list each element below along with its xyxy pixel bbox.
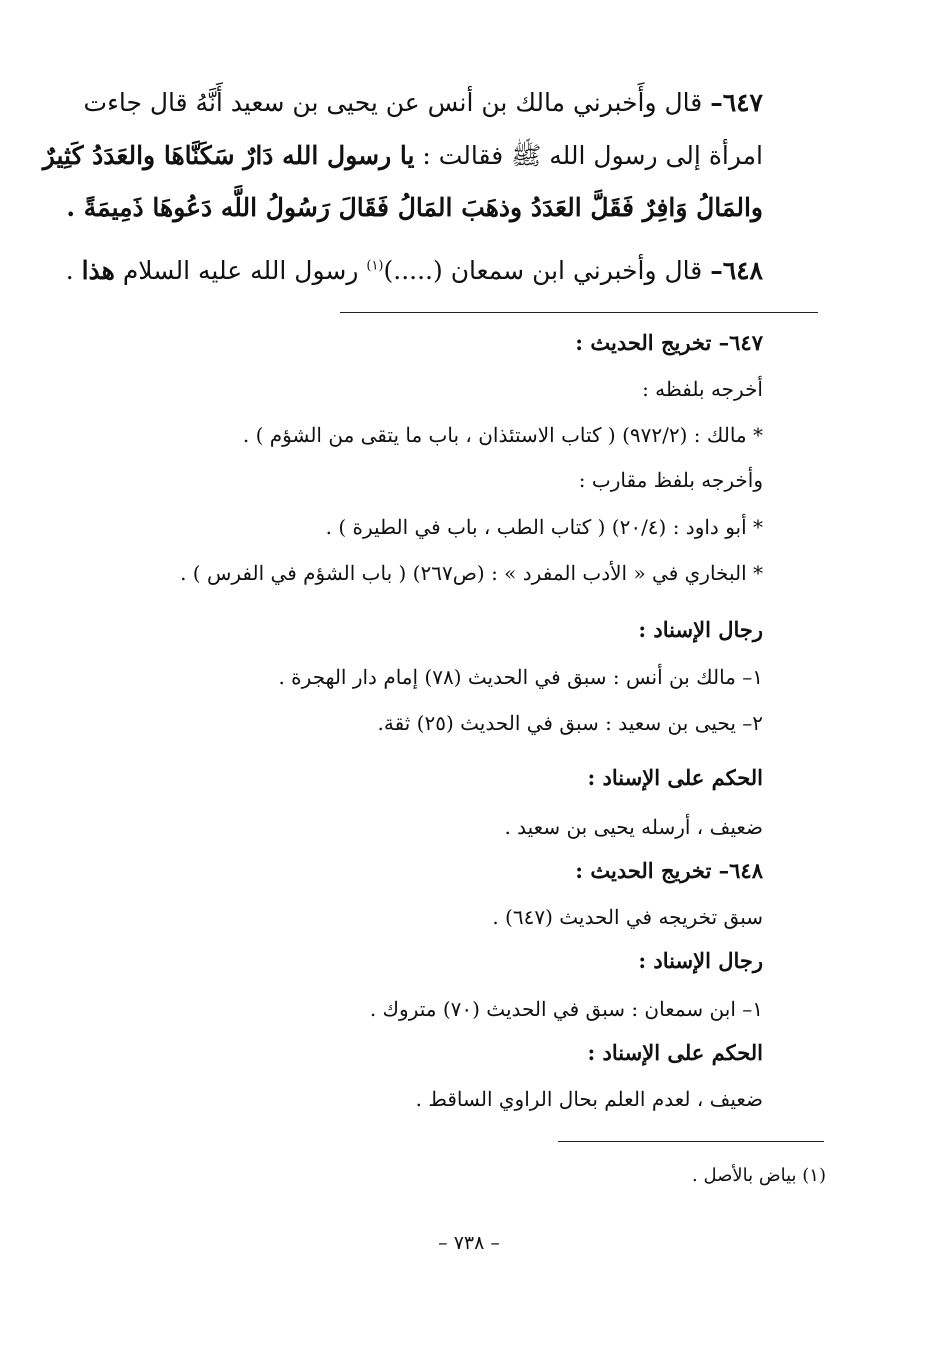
takhrij-647-heading: ٦٤٧– تخريج الحديث : — [575, 330, 763, 355]
hadith-647-line-3 — [66, 193, 763, 222]
hukm-647-heading: الحكم على الإسناد : — [587, 765, 763, 790]
hadith-647-text-2: امرأة إلى رسول الله ﷺ فقالت : — [422, 141, 763, 170]
rijal-647-item-2: ٢– يحيى بن سعيد : سبق في الحديث (٢٥) ثقة. — [377, 711, 763, 735]
hadith-648-end: . — [65, 256, 74, 285]
rijal-648-heading: رجال الإسناد : — [638, 948, 763, 973]
hadith-647-text-1: قال وأَخبرني مالك بن أنس عن يحيى بن سعيد أَنَّهُ قال جاءت — [83, 88, 703, 117]
hadith-648-number: ٦٤٨– — [710, 256, 763, 285]
takhrij-647-item-1: * مالك : (٩٧٢/٢) ( كتاب الاستئذان ، باب ما يتقى من الشؤم ) . — [242, 423, 763, 447]
rijal-647-item-1: ١– مالك بن أنس : سبق في الحديث (٧٨) إمام دار الهجرة . — [278, 665, 763, 689]
hadith-647-quote-1: يا رسول الله دَارٌ سَكَنَّاهَا والعَدَدُ كَثِيرٌ — [42, 141, 415, 170]
takhrij-648-text: سبق تخريجه في الحديث (٦٤٧) . — [492, 905, 763, 929]
hadith-648-line — [66, 256, 763, 285]
footnote: (١) بياض بالأصل . — [692, 1165, 826, 1186]
rijal-648-item-1: ١– ابن سمعان : سبق في الحديث (٧٠) متروك . — [369, 997, 763, 1021]
hadith-647-quote-2: والمَالُ وَافِرٌ فَقَلَّ العَدَدُ وذهَبَ المَالُ فَقَالَ رَسُولُ اللَّه دَعُوهَا ذَمِيمَةً . — [66, 193, 763, 222]
hadith-647-number: ٦٤٧– — [710, 88, 763, 117]
footnote-divider — [558, 1141, 824, 1142]
hadith-647-line-2 — [42, 140, 763, 177]
rijal-647-heading: رجال الإسناد : — [638, 617, 763, 642]
hukm-648-heading: الحكم على الإسناد : — [587, 1040, 763, 1065]
takhrij-648-heading: ٦٤٨– تخريج الحديث : — [575, 858, 763, 883]
page-number: – ٧٣٨ – — [438, 1232, 500, 1254]
hadith-647-line-1 — [83, 88, 763, 117]
hadith-648-text-1: قال وأخبرني ابن سمعان (.....) — [383, 256, 703, 285]
footnote-ref: (١) — [366, 258, 384, 274]
section-divider — [340, 312, 818, 313]
hadith-648-bold-word: هذا — [81, 256, 115, 285]
takhrij-647-item-3: * البخاري في « الأدب المفرد » : (ص٢٦٧) ( باب الشؤم في الفرس ) . — [180, 561, 763, 585]
takhrij-647-intro: أخرجه بلفظه : — [642, 377, 763, 401]
takhrij-647-item-2: * أبو داود : (٢٠/٤) ( كتاب الطب ، باب في الطيرة ) . — [325, 515, 763, 539]
takhrij-647-intro-2: وأخرجه بلفظ مقارب : — [578, 468, 763, 492]
hukm-647-text: ضعيف ، أرسله يحيى بن سعيد . — [504, 815, 763, 839]
hukm-648-text: ضعيف ، لعدم العلم بحال الراوي الساقط . — [415, 1087, 763, 1111]
hadith-648-text-2: رسول الله عليه السلام — [122, 256, 359, 285]
